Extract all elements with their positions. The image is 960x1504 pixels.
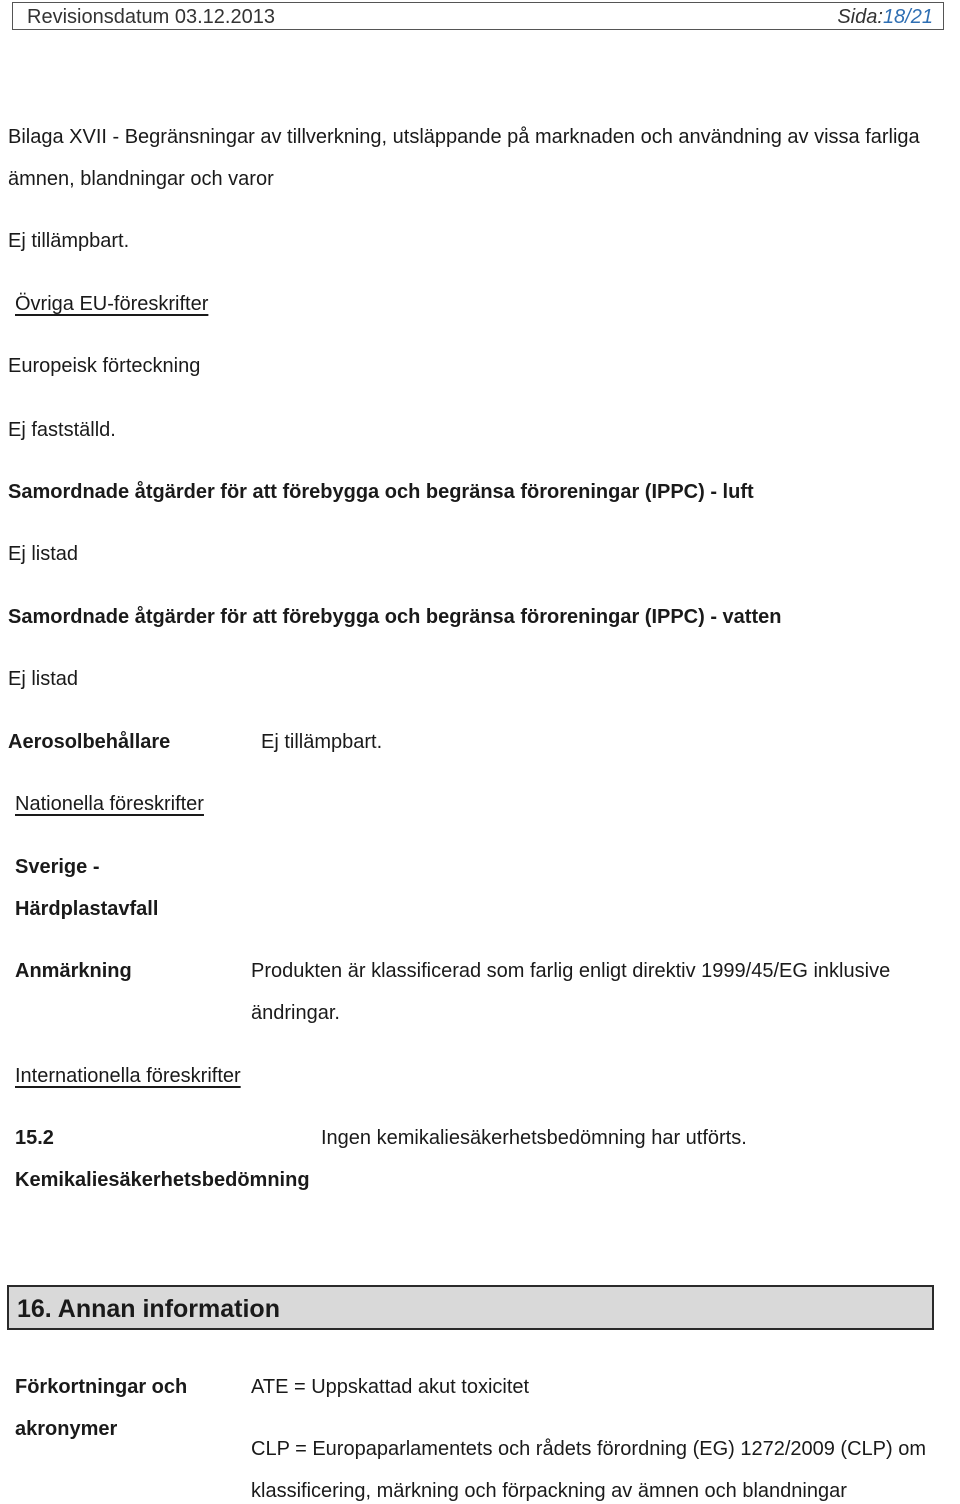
annex-value: Ej tillämpbart. [8,230,130,252]
csa-number: 15.2 [15,1127,54,1149]
annex-title-line2: ämnen, blandningar och varor [8,168,274,190]
abbreviation-clp-line2: klassificering, märkning och förpackning av ämnen och blandningar [251,1480,847,1502]
csa-value: Ingen kemikaliesäkerhetsbedömning har utförts. [321,1127,747,1149]
ippc-water-label: Samordnade åtgärder för att förebygga och begränsa föroreningar (IPPC) - vatten [8,606,782,628]
waste-type: Härdplastavfall [15,898,159,920]
aerosol-value: Ej tillämpbart. [261,731,383,753]
note-text-line2: ändringar. [251,1002,340,1024]
european-inventory-label: Europeisk förteckning [8,355,201,377]
abbreviation-ate: ATE = Uppskattad akut toxicitet [251,1376,530,1398]
ippc-water-value: Ej listad [8,668,79,690]
ippc-air-value: Ej listad [8,543,79,565]
page-indicator [837,6,933,29]
aerosol-label: Aerosolbehållare [8,731,171,753]
abbreviation-clp-line1: CLP = Europaparlamentets och rådets förordning (EG) 1272/2009 (CLP) om [251,1438,926,1460]
country-label: Sverige - [15,856,100,878]
page-label: Sida: [837,6,883,28]
abbreviations-label-line2: akronymer [15,1418,118,1440]
ippc-air-label: Samordnade åtgärder för att förebygga och begränsa föroreningar (IPPC) - luft [8,481,754,503]
revision-date: Revisionsdatum 03.12.2013 [27,6,275,28]
page-header [12,2,944,30]
abbreviations-label-line1: Förkortningar och [15,1376,188,1398]
national-regulations-heading: Nationella föreskrifter [15,793,204,815]
note-label: Anmärkning [15,960,132,982]
section-16-header [7,1285,934,1330]
section-16-title: 16. Annan information [17,1295,280,1323]
page-number: 18/21 [882,6,933,28]
csa-label: Kemikaliesäkerhetsbedömning [15,1169,310,1191]
eu-regulations-heading: Övriga EU-föreskrifter [15,293,209,315]
international-regulations-heading: Internationella föreskrifter [15,1065,241,1087]
note-text-line1: Produkten är klassificerad som farlig enligt direktiv 1999/45/EG inklusive [251,960,891,982]
european-inventory-value: Ej fastställd. [8,419,116,441]
annex-title-line1: Bilaga XVII - Begränsningar av tillverkning, utsläppande på marknaden och användning av vissa farliga [8,126,920,148]
